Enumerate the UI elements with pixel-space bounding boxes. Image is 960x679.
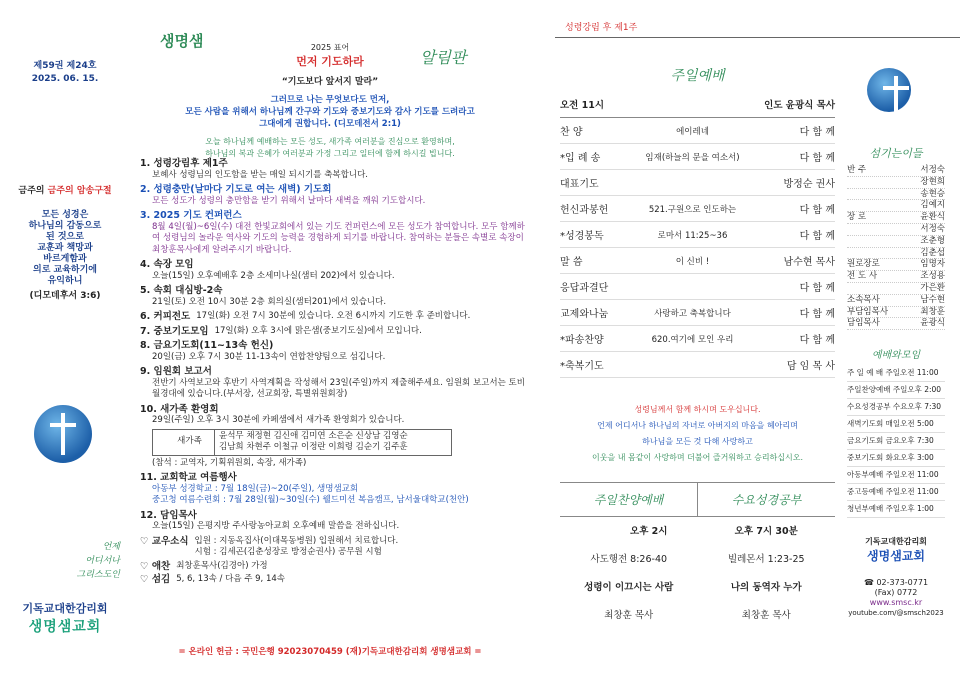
servant-name: 장현희 — [920, 176, 945, 187]
item-text: 모든 성도가 성령의 충만함을 받기 위해서 날마다 새벽을 깨워 기도합시다. — [152, 195, 426, 206]
order-label: 응답과결단 — [560, 283, 609, 294]
worship-header — [560, 97, 835, 118]
verse-line: 의로 교육하기에 — [33, 265, 97, 275]
sub-col — [698, 518, 836, 630]
item-text: 17일(화) 오후 3시에 맑은샘(중보기도실)에서 모입니다. — [214, 325, 422, 336]
order-content: 521.구원으로 인도하는 — [648, 204, 737, 215]
list-item — [140, 574, 525, 586]
list-item — [140, 311, 525, 323]
order-content: 에이레네 — [676, 126, 709, 137]
list-item — [140, 561, 525, 573]
worship-row — [560, 300, 835, 326]
servant-name: 윤광식 — [920, 318, 945, 329]
item-title: 8. 금요기도회(11~13속 헌신) — [140, 340, 274, 351]
news-body — [195, 536, 399, 559]
item-text: 전반기 사역보고와 후반기 사역계획을 작성해서 23일(주일)까지 제출해주세요. 임원회 보고서는 토비 월경대에 있습니다.(부서장, 선교회장, 특별위원회장) — [152, 377, 525, 399]
order-leader: 방정순 권사 — [783, 179, 835, 190]
main-worship — [560, 65, 835, 378]
blessing — [560, 402, 835, 466]
blessing-line: 이웃을 내 몸같이 사랑하며 더불어 즐거워하고 승리하십시오. — [592, 453, 803, 462]
sub-services — [560, 482, 835, 517]
schedule-item: 새벽기도회 매일오전 5:00 — [847, 416, 945, 433]
servant-name: 김예지 — [920, 200, 945, 211]
servant-role: 반 주 — [847, 165, 867, 175]
servant-name: 서정숙 — [920, 223, 945, 234]
sub-time: 오후 2시 — [630, 526, 668, 537]
sub-col — [560, 518, 698, 630]
servant-name: 남수현 — [920, 294, 945, 305]
sub-pastor: 최창훈 목사 — [741, 610, 791, 621]
motto-subtitle: “기도보다 앞서지 말라” — [281, 77, 379, 87]
church-logo-right — [867, 68, 911, 112]
servant-row — [847, 307, 945, 319]
servant-name: 김춘섭 — [920, 247, 945, 258]
sub-title: 수요성경공부 — [731, 493, 802, 507]
schedule-item: 주일찬양예배 주일오후 2:00 — [847, 382, 945, 399]
left-sidebar — [0, 0, 130, 679]
verse-text — [10, 210, 120, 302]
servant-name: 가은환 — [920, 282, 945, 293]
verse-line: 교훈과 책망과 — [37, 243, 93, 253]
servant-name: 조춘형 — [920, 235, 945, 246]
worship-row — [560, 248, 835, 274]
wednesday-study — [698, 483, 835, 516]
contact-info — [847, 578, 945, 618]
welcome-text — [130, 136, 530, 160]
servant-role: 부담임목사 — [847, 306, 889, 317]
verse-heading: 금주의 금주의 암송구절 — [18, 186, 112, 196]
schedule-item: 아동부예배 주일오전 11:00 — [847, 467, 945, 484]
item-title: 3. 2025 기도 컨퍼런스 — [140, 210, 242, 221]
fax: (Fax) 0772 — [874, 588, 918, 597]
church-name-right — [847, 536, 945, 564]
item-title: 6. 커피전도 — [140, 311, 191, 322]
list-item — [140, 340, 525, 363]
announcement-list — [140, 158, 525, 586]
slogan-line: 언제 — [102, 542, 120, 552]
sub-sermon: 나의 동역자 누가 — [730, 582, 802, 593]
servant-role: 장 로 — [847, 212, 867, 223]
sub-text: 빌레몬서 1:23-25 — [727, 554, 805, 565]
item-text: 21일(토) 오전 10시 30분 2층 회의실(샘터201)에서 있습니다. — [152, 296, 387, 307]
order-label: *파송찬양 — [560, 335, 604, 346]
worship-page — [555, 0, 960, 679]
item-text: 입원 : 지동옥집사(이대목동병원) 입원해서 치료합니다. — [194, 535, 399, 546]
order-leader: 다 함 께 — [799, 127, 835, 138]
servant-name: 윤환식 — [920, 212, 945, 223]
servant-role: 전 도 사 — [847, 271, 878, 282]
order-label: 교제와나눔 — [560, 309, 609, 320]
order-label: 찬 양 — [560, 127, 583, 138]
servants-list — [847, 165, 945, 330]
church-logo-left — [34, 405, 92, 463]
list-item — [140, 210, 525, 256]
servant-role: 담임목사 — [847, 318, 880, 329]
memory-verse — [10, 185, 120, 197]
schedule-item: 중보기도회 화요오후 3:00 — [847, 450, 945, 467]
list-item — [140, 259, 525, 282]
cross-logo-icon — [867, 68, 911, 112]
newfamily-table — [152, 429, 452, 456]
header-divider — [555, 37, 960, 38]
worship-row — [560, 352, 835, 378]
servant-row — [847, 259, 945, 271]
item-title: 4. 속장 모임 — [140, 259, 194, 270]
sub-time: 오후 7시 30분 — [734, 526, 798, 537]
verse-reference: (디모데후서 3:6) — [29, 291, 101, 301]
item-text: 오늘(15일) 오후예배후 2층 소세미나실(샘터 202)에서 있습니다. — [152, 270, 395, 281]
schedule-box — [847, 346, 945, 518]
sub-title: 주일찬양예배 — [593, 493, 664, 507]
servants-box — [847, 145, 945, 330]
servant-row — [847, 212, 945, 224]
schedule-item: 청년부예배 주일오후 1:00 — [847, 501, 945, 518]
schedule-title: 예배와모임 — [871, 350, 921, 361]
order-leader: 다 함 께 — [799, 335, 835, 346]
order-content: 로마서 11:25~36 — [657, 230, 728, 241]
servant-row — [847, 189, 945, 201]
list-item — [140, 472, 525, 507]
list-item — [140, 510, 525, 533]
item-title: 9. 임원회 보고서 — [140, 366, 212, 377]
item-text: 8월 4일(월)~6일(수) 대전 한빛교회에서 있는 기도 컨퍼런스에 모든 성도가 참여합니다. 모두 함께하여 성령님의 놀라운 역사와 기도의 능력을 경험하게 되기를 바랍니다. 참여하는 분들은 속별로 속장이 최창훈목사에게 알려주시기 바랍니다. — [152, 221, 525, 255]
slogan-line: 그리스도인 — [76, 570, 120, 580]
order-label: *입 례 송 — [560, 153, 601, 164]
motto-block — [130, 42, 530, 160]
worship-title: 주일예배 — [670, 68, 725, 84]
order-label: 말 씀 — [560, 257, 583, 268]
list-item — [140, 326, 525, 338]
item-text: 보혜사 성령님의 인도함을 받는 매일 되시기를 축복합니다. — [152, 169, 368, 180]
issue-date: 2025. 06. 15. — [31, 74, 99, 84]
year-label: 2025 표어 — [310, 43, 350, 52]
servant-row — [847, 177, 945, 189]
worship-row — [560, 326, 835, 352]
order-leader: 다 함 께 — [799, 205, 835, 216]
servant-row — [847, 271, 945, 283]
item-title: 12. 담임목사 — [140, 509, 197, 521]
item-text: 20일(금) 오후 7시 30분 11-13속이 연합찬양팀으로 섬깁니다. — [152, 351, 386, 362]
schedule-list — [847, 365, 945, 518]
servant-name: 서정숙 — [920, 165, 945, 175]
worship-time: 오전 11시 — [560, 100, 605, 111]
worship-order — [560, 118, 835, 378]
servant-name: 최창훈 — [920, 306, 945, 317]
servant-row — [847, 165, 945, 177]
blessing-line: 언제 어디서나 하나님의 자녀로 아버지의 마음을 헤아리며 — [597, 421, 798, 430]
order-leader: 다 함 께 — [799, 153, 835, 164]
order-label: 헌신과봉헌 — [560, 205, 609, 216]
newfamily-row: 윤석무 채정현 김신애 김미연 소은순 신상남 김영순 — [219, 430, 408, 441]
order-leader: 남수현 목사 — [783, 257, 835, 268]
order-leader: 다 함 께 — [799, 309, 835, 320]
item-title: ♡ 애찬 — [140, 560, 171, 572]
item-text: 17일(화) 오전 7시 30분에 있습니다. 오전 6시까지 기도한 후 준비합니다. — [196, 311, 471, 321]
list-item — [140, 285, 525, 308]
section-title: 생명샘 — [160, 32, 204, 50]
servant-name: 임명자 — [920, 259, 945, 270]
church-title: 생명샘교회 — [867, 549, 925, 563]
sub-details — [560, 518, 835, 630]
servant-role: 소속목사 — [847, 294, 880, 305]
intro-line: 그러므로 나는 무엇보다도 먼저, — [270, 95, 390, 105]
servant-row — [847, 318, 945, 330]
schedule-item: 중고등예배 주일오전 11:00 — [847, 484, 945, 501]
item-title: 7. 중보기도모임 — [140, 325, 209, 337]
worship-row — [560, 144, 835, 170]
newfamily-names — [215, 430, 412, 455]
page-header: 성령강림 후 제1주 — [565, 23, 638, 33]
list-item — [140, 404, 525, 427]
worship-row — [560, 222, 835, 248]
cross-logo-icon — [34, 405, 92, 463]
item-text: 5, 6, 13속 / 다음 주 9, 14속 — [176, 574, 285, 584]
order-label: *축복기도 — [560, 361, 604, 372]
verse-line: 모든 성경은 — [41, 210, 89, 220]
volume-number: 제59권 제24호 — [33, 61, 97, 71]
church-org: 기독교대한감리회 — [865, 537, 927, 546]
order-content: 사랑하고 축복합니다 — [654, 308, 731, 319]
intro-line: 모든 사람을 위해서 하나님께 간구와 기도와 중보기도와 감사 기도를 드려라고 — [185, 107, 475, 117]
newfamily-note: (참석 : 교역자, 기획위원회, 속장, 새가족) — [152, 457, 307, 468]
worship-row — [560, 196, 835, 222]
item-title: 1. 성령강림후 제1주 — [140, 158, 228, 169]
servant-role: 원로장로 — [847, 259, 880, 270]
verse-line: 된 것으로 — [46, 232, 84, 242]
order-content: 620.여기에 모인 우리 — [651, 334, 734, 345]
welcome-line: 오늘 하나님께 예배하는 모든 성도, 새가족 여러분을 진심으로 환영하며, — [205, 137, 455, 146]
item-title: 5. 속회 대심방-2속 — [140, 285, 223, 296]
order-content: 임재(하늘의 문을 여소서) — [645, 152, 740, 163]
worship-row — [560, 170, 835, 196]
list-item — [140, 184, 525, 207]
slogan-line: 어디서나 — [85, 556, 120, 566]
servant-row — [847, 236, 945, 248]
item-title: ♡ 섬김 — [140, 574, 171, 585]
order-content: 이 신비 ! — [675, 256, 710, 267]
list-item — [140, 536, 525, 559]
order-leader: 담 임 목 사 — [786, 361, 835, 372]
list-item — [140, 158, 525, 181]
item-text: 아동부 성경학교 : 7월 18일(금)~20(주일), 생명샘교회 — [152, 483, 359, 494]
website-link[interactable]: www.smsc.kr — [869, 598, 923, 607]
church-slogan — [60, 540, 120, 582]
item-text: 시험 : 김세곤(김춘성장로 방정순권사) 공무원 시험 — [194, 547, 382, 557]
order-leader: 다 함 께 — [799, 283, 835, 294]
corner-title: 알림판 — [420, 48, 467, 67]
servant-row — [847, 283, 945, 295]
blessing-line: 하나님을 모든 것 다해 사랑하고 — [642, 437, 753, 446]
servant-name: 송현승 — [920, 188, 945, 199]
list-item — [140, 366, 525, 401]
item-text: 최창훈목사(김경아) 가정 — [176, 560, 268, 571]
church-org: 기독교대한감리회 — [22, 602, 108, 615]
item-title: 2. 성령충만(날마다 기도로 여는 새벽) 기도회 — [140, 184, 332, 195]
intro-text — [130, 94, 530, 130]
announcements — [130, 0, 530, 679]
order-label: 대표기도 — [560, 179, 599, 190]
servant-row — [847, 248, 945, 260]
issue-info — [10, 60, 120, 86]
servant-name: 조성용 — [920, 271, 945, 282]
youtube-link[interactable]: youtube.com/@smsch2023 — [848, 609, 944, 617]
phone: ☎ 02-373-0771 — [863, 578, 929, 587]
verse-line: 하나님의 감동으로 — [28, 221, 102, 231]
item-text: 오늘(15일) 은평지방 주사랑농아교회 오후예배 말씀을 전하십니다. — [152, 521, 400, 531]
church-title: 생명샘교회 — [28, 619, 102, 635]
servant-row — [847, 224, 945, 236]
verse-line: 바르게함과 — [43, 254, 87, 264]
item-title: ♡ 교우소식 — [140, 535, 189, 547]
schedule-item: 주 일 예 배 주일오전 11:00 — [847, 365, 945, 382]
servant-row — [847, 295, 945, 307]
servant-row — [847, 200, 945, 212]
online-offering: = 온라인 헌금 : 국민은행 92023070459 (재)기독교대한감리회 생명샘교회 = — [178, 647, 482, 657]
servants-title: 섬기는이들 — [869, 147, 923, 160]
order-leader: 다 함 께 — [799, 231, 835, 242]
motto-title: 먼저 기도하라 — [296, 55, 364, 68]
verse-line: 유익하니 — [47, 276, 83, 286]
worship-row — [560, 274, 835, 300]
intro-line: 그대에게 권합니다. (디모데전서 2:1) — [259, 119, 401, 129]
item-title: 10. 새가족 환영회 — [140, 403, 219, 415]
sub-sermon: 성령이 이끄시는 사람 — [584, 582, 674, 593]
schedule-item: 금요기도회 금요오후 7:30 — [847, 433, 945, 450]
sub-text: 사도행전 8:26-40 — [590, 554, 668, 565]
worship-row — [560, 118, 835, 144]
church-name-left — [5, 600, 125, 636]
item-text: 29일(주일) 오후 3시 30분에 카페샘에서 새가족 환영회가 있습니다. — [152, 415, 405, 425]
item-title: 11. 교회학교 여름행사 — [140, 472, 237, 483]
item-text: 중고청 여름수련회 : 7월 28일(월)~30일(수) 웰드미션 복음캠프, 남서울대학교(천안) — [152, 495, 469, 505]
welcome-line: 하나님의 복과 은혜가 여러분과 가정 그리고 일터에 함께 하시길 빕니다. — [205, 149, 455, 158]
order-label: *성경봉독 — [560, 231, 604, 242]
worship-leader: 인도 윤광식 목사 — [764, 100, 835, 111]
blessing-line: 성령님께서 함께 하시며 도우십니다. — [634, 405, 761, 414]
sunday-praise — [560, 483, 698, 516]
newfamily-label: 새가족 — [165, 430, 215, 455]
newfamily-row: 김남희 차현주 이철규 이정란 이희령 김순기 김주훈 — [219, 442, 408, 452]
schedule-item: 수요성경공부 수요오후 7:30 — [847, 399, 945, 416]
sub-pastor: 최창훈 목사 — [604, 610, 654, 621]
